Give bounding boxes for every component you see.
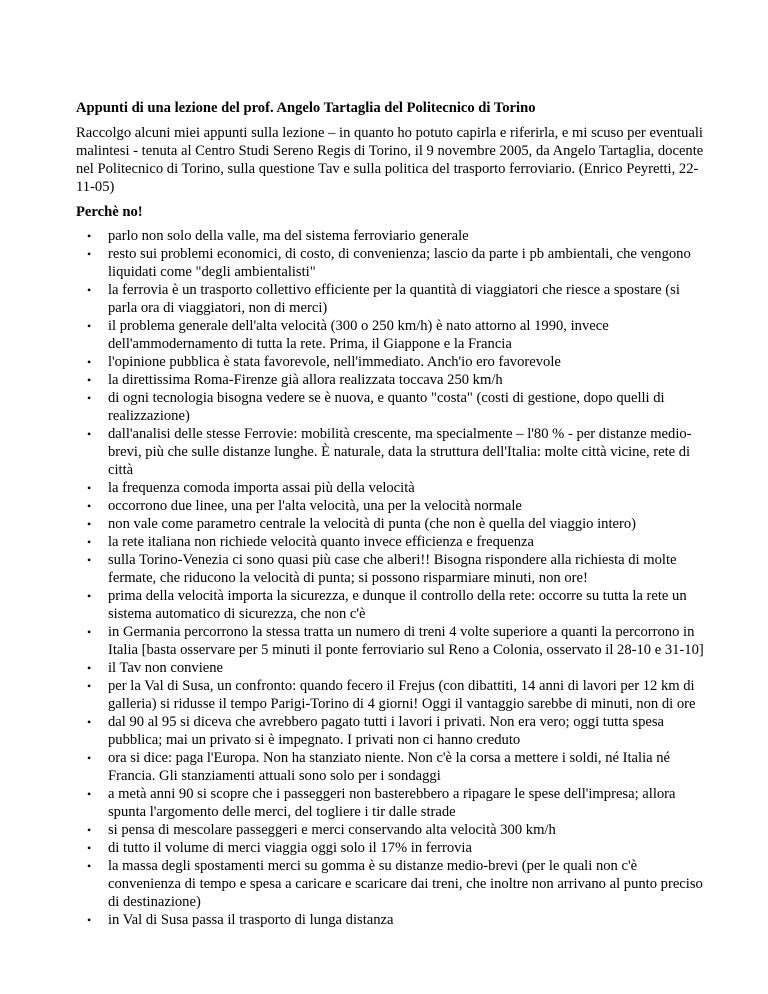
list-item-text: in Germania percorrono la stessa tratta un numero di treni 4 volte superiore a quanti la percorrono in Italia [basta osservare per 5 minuti il ponte ferroviario sul Reno a Colonia, osservato il 28-10 e 31-10] [108, 624, 704, 658]
list-item-text: il Tav non conviene [108, 660, 224, 676]
list-item-text: resto sui problemi economici, di costo, di convenienza; lascio da parte i pb ambientali, che vengono liquidati come "degli ambientalisti" [108, 246, 691, 280]
list-item-text: la massa degli spostamenti merci su gomma è su distanze medio-brevi (per le quali non c'è convenienza di tempo e spesa a caricare e scaricare dai treni, che inoltre non arrivano al punto preciso di destinazione) [108, 858, 703, 910]
list-item-text: parlo non solo della valle, ma del sistema ferroviario generale [108, 228, 469, 244]
list-item [76, 533, 708, 551]
bullet-icon: • [87, 481, 92, 495]
list-item-text: non vale come parametro centrale la velocità di punta (che non è quella del viaggio intero) [108, 516, 636, 532]
bullet-icon: • [87, 715, 92, 729]
document-title: Appunti di una lezione del prof. Angelo Tartaglia del Politecnico di Torino [76, 100, 536, 116]
list-item-text: la ferrovia è un trasporto collettivo efficiente per la quantità di viaggiatori che riesce a spostare (si parla ora di viaggiatori, non di merci) [108, 282, 680, 316]
list-item [76, 281, 708, 317]
bullet-icon: • [87, 751, 92, 765]
bullet-icon: • [87, 229, 92, 243]
bullet-icon: • [87, 391, 92, 405]
list-item [76, 749, 708, 785]
list-item [76, 911, 708, 929]
list-item [76, 839, 708, 857]
list-item-text: il problema generale dell'alta velocità (300 o 250 km/h) è nato attorno al 1990, invece dell'ammodernamento di tutta la rete. Prima, il Giappone e la Francia [108, 318, 609, 352]
section-heading: Perchè no! [76, 204, 143, 220]
bullet-icon: • [87, 661, 92, 675]
list-item-text: in Val di Susa passa il trasporto di lunga distanza [108, 912, 394, 928]
bullet-icon: • [87, 355, 92, 369]
bullet-icon: • [87, 373, 92, 387]
bullet-icon: • [87, 679, 92, 693]
list-item [76, 317, 708, 353]
list-item [76, 371, 708, 389]
list-item-text: di tutto il volume di merci viaggia oggi solo il 17% in ferrovia [108, 840, 472, 856]
list-item [76, 389, 708, 425]
bullet-icon: • [87, 823, 92, 837]
list-item-text: occorrono due linee, una per l'alta velocità, una per la velocità normale [108, 498, 522, 514]
bullet-icon: • [87, 859, 92, 873]
list-item [76, 785, 708, 821]
bullet-icon: • [87, 517, 92, 531]
list-item [76, 551, 708, 587]
document-intro: Raccolgo alcuni miei appunti sulla lezione – in quanto ho potuto capirla e riferirla, e mi scuso per eventuali malintesi - tenuta al Centro Studi Sereno Regis di Torino, il 9 novembre 2005, da Angelo Tartaglia, docente nel Politecnico di Torino, sulla questione Tav e sulla politica del trasporto ferroviario. (Enrico Peyretti, 22-11-05) [76, 125, 704, 195]
list-item [76, 353, 708, 371]
list-item-text: l'opinione pubblica è stata favorevole, nell'immediato. Anch'io ero favorevole [108, 354, 561, 370]
list-item-text: per la Val di Susa, un confronto: quando fecero il Frejus (con dibattiti, 14 anni di lavori per 12 km di galleria) si ridusse il tempo Parigi-Torino di 4 giorni! Oggi il vantaggio sarebbe di minuti, non di ore [108, 678, 696, 712]
list-item [76, 587, 708, 623]
list-item [76, 227, 708, 245]
list-item-text: a metà anni 90 si scopre che i passeggeri non basterebbero a ripagare le spese dell'impresa; allora spunta l'argomento delle merci, del togliere i tir dalle strade [108, 786, 676, 820]
list-item [76, 659, 708, 677]
bullet-icon: • [87, 913, 92, 927]
list-item-text: dal 90 al 95 si diceva che avrebbero pagato tutti i lavori i privati. Non era vero; oggi tutta spesa pubblica; mai un privato si è impegnato. I privati non ci hanno creduto [108, 714, 665, 748]
bullet-icon: • [87, 589, 92, 603]
list-item [76, 497, 708, 515]
list-item-text: si pensa di mescolare passeggeri e merci conservando alta velocità 300 km/h [108, 822, 556, 838]
bullet-icon: • [87, 427, 92, 441]
list-item-text: dall'analisi delle stesse Ferrovie: mobilità crescente, ma specialmente – l'80 % - per distanze medio-brevi, più che sulle distanze lunghe. È naturale, data la struttura dell'Italia: molte città vicine, rete di città [108, 426, 692, 478]
list-item [76, 425, 708, 479]
bullet-icon: • [87, 247, 92, 261]
list-item-text: ora si dice: paga l'Europa. Non ha stanziato niente. Non c'è la corsa a mettere i soldi, né Italia né Francia. Gli stanziamenti attuali sono solo per i sondaggi [108, 750, 671, 784]
list-item-text: sulla Torino-Venezia ci sono quasi più case che alberi!! Bisogna rispondere alla richiesta di molte fermate, che riducono la velocità di punta; si possono risparmiare minuti, non ore! [108, 552, 677, 586]
list-item-text: la frequenza comoda importa assai più della velocità [108, 480, 415, 496]
list-item [76, 623, 708, 659]
bullet-icon: • [87, 535, 92, 549]
bullet-icon: • [87, 553, 92, 567]
bullet-icon: • [87, 787, 92, 801]
list-item [76, 677, 708, 713]
list-item-text: la rete italiana non richiede velocità quanto invece efficienza e frequenza [108, 534, 534, 550]
list-item [76, 713, 708, 749]
bullet-icon: • [87, 841, 92, 855]
bullet-icon: • [87, 319, 92, 333]
list-item [76, 245, 708, 281]
bullet-list [76, 227, 708, 929]
list-item [76, 515, 708, 533]
list-item [76, 857, 708, 911]
list-item [76, 479, 708, 497]
list-item-text: prima della velocità importa la sicurezza, e dunque il controllo della rete: occorre su tutta la rete un sistema automatico di sicurezza, che non c'è [108, 588, 687, 622]
list-item-text: di ogni tecnologia bisogna vedere se è nuova, e quanto "costa" (costi di gestione, dopo quelli di realizzazione) [108, 390, 665, 424]
list-item-text: la direttissima Roma-Firenze già allora realizzata toccava 250 km/h [108, 372, 503, 388]
list-item [76, 821, 708, 839]
bullet-icon: • [87, 499, 92, 513]
bullet-icon: • [87, 283, 92, 297]
bullet-icon: • [87, 625, 92, 639]
